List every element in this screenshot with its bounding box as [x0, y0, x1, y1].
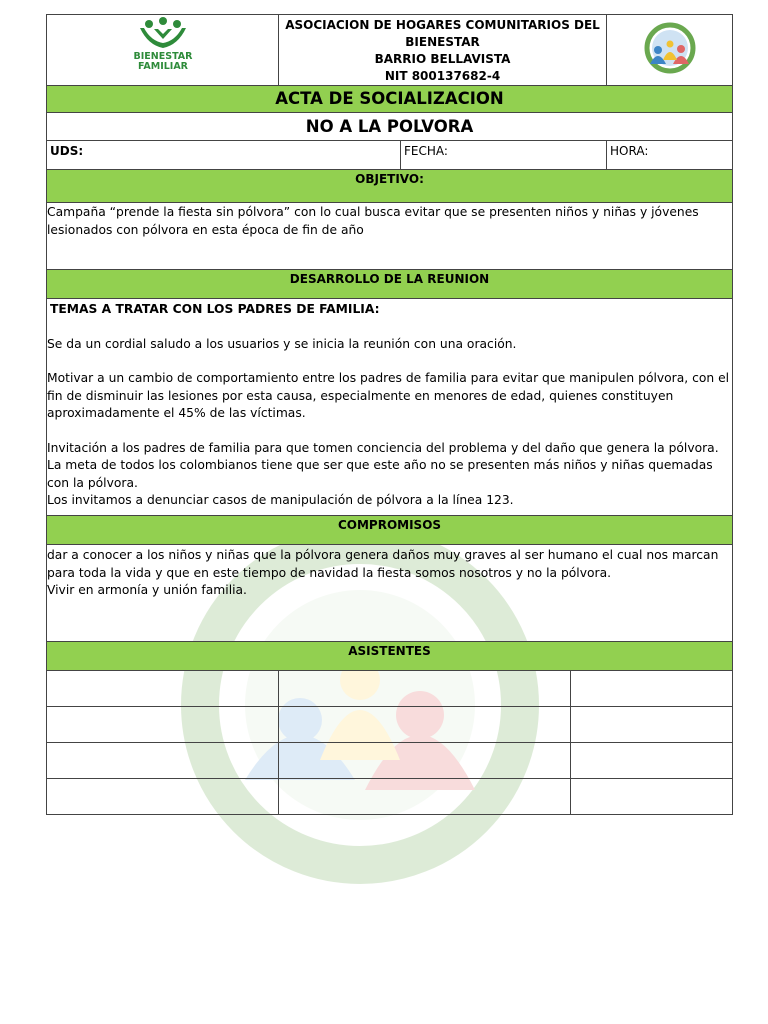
logo-text-line1: BIENESTAR: [133, 51, 192, 62]
logo-left-cell: [47, 15, 279, 86]
uds-field: UDS:: [47, 141, 401, 170]
desarrollo-heading: DESARROLLO DE LA REUNION: [47, 270, 733, 299]
compromisos-heading: COMPROMISOS: [47, 516, 733, 545]
desarrollo-text-cell: [47, 299, 733, 516]
compromisos-paragraph-1: dar a conocer a los niños y niñas que la pólvora genera daños muy graves al ser humano el cual nos marcan para toda la vida y que en este tiempo de navidad la fiesta somos nosotros y no la pólvora.: [47, 548, 719, 580]
desarrollo-intro: TEMAS A TRATAR CON LOS PADRES DE FAMILIA:: [50, 302, 380, 316]
asistentes-row: [47, 707, 733, 743]
asistente-cell[interactable]: [279, 743, 571, 779]
org-name: ASOCIACION DE HOGARES COMUNITARIOS DEL BIENESTAR: [285, 18, 600, 49]
desarrollo-paragraph-3: Invitación a los padres de familia para que tomen conciencia del problema y del daño que genera la pólvora. La meta de todos los colombianos tiene que ser que este año no se presenten más niños y niñas quemadas con la pólvora.: [47, 440, 719, 490]
document-subtitle: NO A LA POLVORA: [47, 113, 733, 141]
org-neighborhood: BARRIO BELLAVISTA: [374, 52, 511, 66]
desarrollo-paragraph-4: Los invitamos a denunciar casos de manipulación de pólvora a la línea 123.: [47, 493, 514, 507]
asistente-cell[interactable]: [571, 743, 733, 779]
objetivo-heading: OBJETIVO:: [47, 170, 733, 203]
bienestar-familiar-logo: [118, 15, 208, 69]
desarrollo-paragraph-1: Se da un cordial saludo a los usuarios y se inicia la reunión con una oración.: [47, 336, 517, 351]
logo-right-cell: [607, 15, 733, 86]
asistente-cell[interactable]: [571, 707, 733, 743]
asistente-cell[interactable]: [279, 779, 571, 815]
asistente-cell[interactable]: [279, 671, 571, 707]
asistente-cell[interactable]: [47, 779, 279, 815]
asistente-cell[interactable]: [279, 707, 571, 743]
logo-text-line2: FAMILIAR: [137, 61, 188, 69]
org-nit: NIT 800137682-4: [384, 69, 501, 83]
community-homes-logo: [630, 22, 710, 74]
organization-header: [279, 15, 607, 86]
compromisos-paragraph-2: Vivir en armonía y unión familia.: [47, 583, 247, 597]
asistentes-row: [47, 671, 733, 707]
objetivo-text-cell: [47, 203, 733, 270]
acta-table: [46, 14, 733, 815]
asistente-cell[interactable]: [571, 671, 733, 707]
compromisos-text-cell: [47, 545, 733, 642]
asistente-cell[interactable]: [47, 707, 279, 743]
hora-field: HORA:: [607, 141, 733, 170]
desarrollo-paragraph-2: Motivar a un cambio de comportamiento entre los padres de familia para evitar que manipulen pólvora, con el fin de disminuir las lesiones por esta causa, especialmente en menores de edad, quienes constituyen aproximadamente el 45% de las víctimas.: [47, 371, 730, 420]
document-title: ACTA DE SOCIALIZACION: [47, 86, 733, 113]
asistente-cell[interactable]: [47, 743, 279, 779]
asistente-cell[interactable]: [47, 671, 279, 707]
objetivo-text: Campaña “prende la fiesta sin pólvora” con lo cual busca evitar que se presenten niños y niñas y jóvenes lesionados con pólvora en esta época de fin de año: [47, 205, 699, 237]
asistentes-heading: ASISTENTES: [47, 642, 733, 671]
asistentes-row: [47, 743, 733, 779]
asistentes-row: [47, 779, 733, 815]
asistente-cell[interactable]: [571, 779, 733, 815]
fecha-field: FECHA:: [401, 141, 607, 170]
document: [46, 14, 732, 815]
